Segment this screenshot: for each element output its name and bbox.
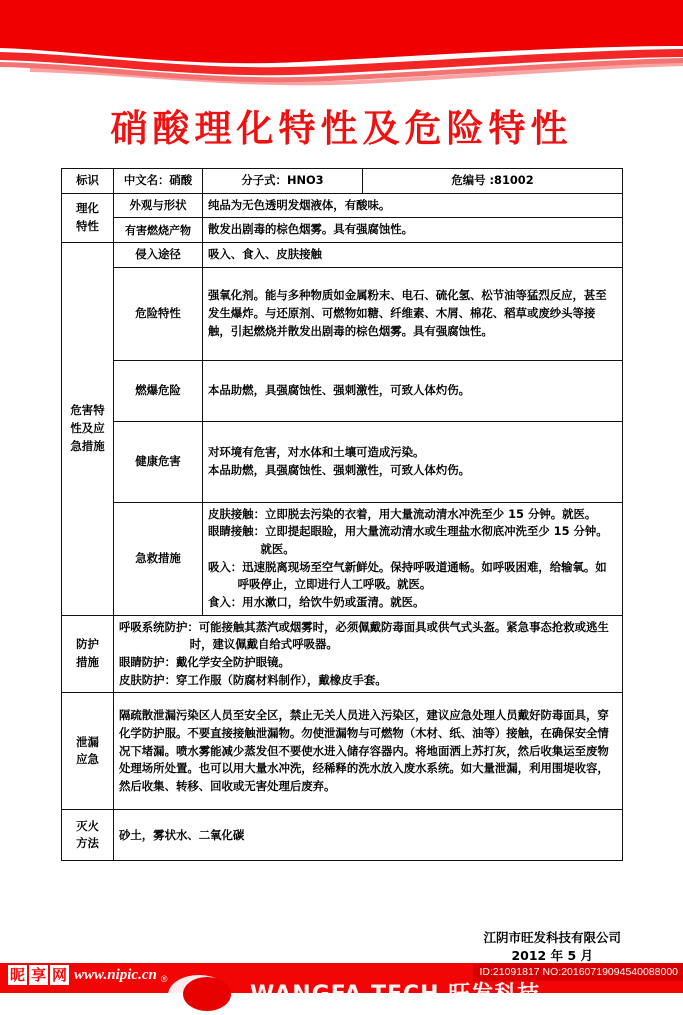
table-row-fire-method — [62, 810, 623, 861]
watermark-company-brand: WANGFA TECH 旺发科技 — [250, 982, 541, 1007]
table-row-protection — [62, 615, 623, 693]
value-explosion-risk: 本品助燃，具强腐蚀性、强刺激性，可致人体灼伤。 — [203, 360, 623, 421]
watermark-logo — [8, 965, 168, 985]
value-combustion-products: 散发出剧毒的棕色烟雾。具有强腐蚀性。 — [203, 218, 623, 243]
sub-label-first-aid: 急救措施 — [114, 502, 203, 615]
value-fire-method: 砂土，雾状水、二氧化碳 — [114, 810, 623, 861]
table-row-health-hazard — [62, 421, 623, 502]
sub-label-combustion-products: 有害燃烧产物 — [114, 218, 203, 243]
table-row-dangerous-characteristics — [62, 267, 623, 360]
registered-trademark-icon: ® — [160, 974, 168, 984]
sub-label-invasion-route: 侵入途径 — [114, 243, 203, 268]
sub-label-dangerous-characteristics: 危险特性 — [114, 267, 203, 360]
row-label-protection: 防护 措施 — [62, 615, 114, 693]
value-health-hazard: 对环境有危害，对水体和土壤可造成污染。 本品助燃，具强腐蚀性、强刺激性，可致人体灼伤。 — [203, 421, 623, 502]
table-row-first-aid — [62, 502, 623, 615]
value-appearance: 纯品为无色透明发烟液体，有酸味。 — [203, 193, 623, 218]
watermark-url[interactable]: www.nipic.cn — [74, 966, 157, 983]
sub-label-appearance: 外观与形状 — [114, 193, 203, 218]
watermark-char-3: 网 — [52, 966, 68, 984]
value-first-aid: 皮肤接触：立即脱去污染的衣着，用大量流动清水冲洗至少 15 分钟。就医。 眼睛接触：立即提起眼睑，用大量流动清水或生理盐水彻底冲洗至少 15 分钟。就医。 吸入：迅速脱离现场至空气新鲜处。保持呼吸道通畅。如呼吸困难，给输氧。如呼吸停止，立即进行人工呼吸。就医。 食入：用水漱口，给饮牛奶或蛋清。就医。 — [203, 502, 623, 615]
table-row-combustion-products — [62, 218, 623, 243]
page-title: 硝酸理化特性及危险特性 — [110, 107, 573, 150]
value-hazard-number: 危编号 :81002 — [363, 169, 623, 194]
row-label-leak-emergency: 泄漏 应急 — [62, 693, 114, 810]
value-dangerous-characteristics: 强氧化剂。能与多种物质如金属粉末、电石、硫化氢、松节油等猛烈反应，甚至发生爆炸。与还原剂、可燃物如糖、纤维素、木屑、棉花、稻草或废纱头等接触，引起燃烧并散发出剧毒的棕色烟雾。具有强腐蚀性。 — [203, 267, 623, 360]
signature-block — [483, 929, 621, 965]
watermark-id-text: ID:21091817 NO:20160719094540088000 — [473, 964, 683, 981]
watermark-bar — [0, 963, 683, 1007]
watermark-logo-chars — [8, 965, 69, 985]
watermark-logo-circle-inner — [183, 977, 231, 1011]
top-red-banner — [0, 0, 683, 96]
value-protection: 呼吸系统防护：可能接触其蒸汽或烟雾时，必须佩戴防毒面具或供气式头盔。紧急事态抢救或逃生时，建议佩戴自给式呼吸器。 眼睛防护：戴化学安全防护眼镜。 皮肤防护：穿工作服（防腐材料制作），戴橡皮手套。 — [114, 615, 623, 693]
banner-swoosh-graphic — [0, 0, 683, 96]
row-label-physical-properties: 理化 特性 — [62, 193, 114, 242]
value-leak-emergency: 隔疏散泄漏污染区人员至安全区，禁止无关人员进入污染区，建议应急处理人员戴好防毒面具，穿化学防护服。不要直接接触泄漏物。勿使泄漏物与可燃物（木材、纸、油等）接触，在确保安全情况下堵漏。喷水雾能减少蒸发但不要使水进入储存容器内。将地面洒上苏打灰，然后收集运至废物处理场所处置。也可以用大量水冲洗，经稀释的洗水放入废水系统。如大量泄漏，利用围堤收容，然后收集、转移、回收或无害处理后废弃。 — [114, 693, 623, 810]
chemical-info-table — [61, 168, 623, 861]
sub-label-health-hazard: 健康危害 — [114, 421, 203, 502]
row-label-hazard-and-emergency: 危害特 性及应 急措施 — [62, 243, 114, 616]
value-molecular-formula: 分子式：HNO3 — [203, 169, 363, 194]
table-row-appearance — [62, 193, 623, 218]
value-invasion-route: 吸入、食入、皮肤接触 — [203, 243, 623, 268]
table-row-leak-emergency — [62, 693, 623, 810]
table-row-identification — [62, 169, 623, 194]
signature-date: 2012 年 5 月 — [511, 948, 594, 964]
row-label-fire-method: 灭火 方法 — [62, 810, 114, 861]
signature-company: 江阴市旺发科技有限公司 — [483, 930, 621, 945]
table-row-explosion-risk — [62, 360, 623, 421]
watermark-char-2: 享 — [31, 966, 47, 984]
value-chinese-name: 中文名：硝酸 — [114, 169, 203, 194]
sub-label-explosion-risk: 燃爆危险 — [114, 360, 203, 421]
row-label-identification: 标识 — [62, 169, 114, 194]
watermark-char-1: 昵 — [10, 966, 26, 984]
table-row-invasion-route — [62, 243, 623, 268]
